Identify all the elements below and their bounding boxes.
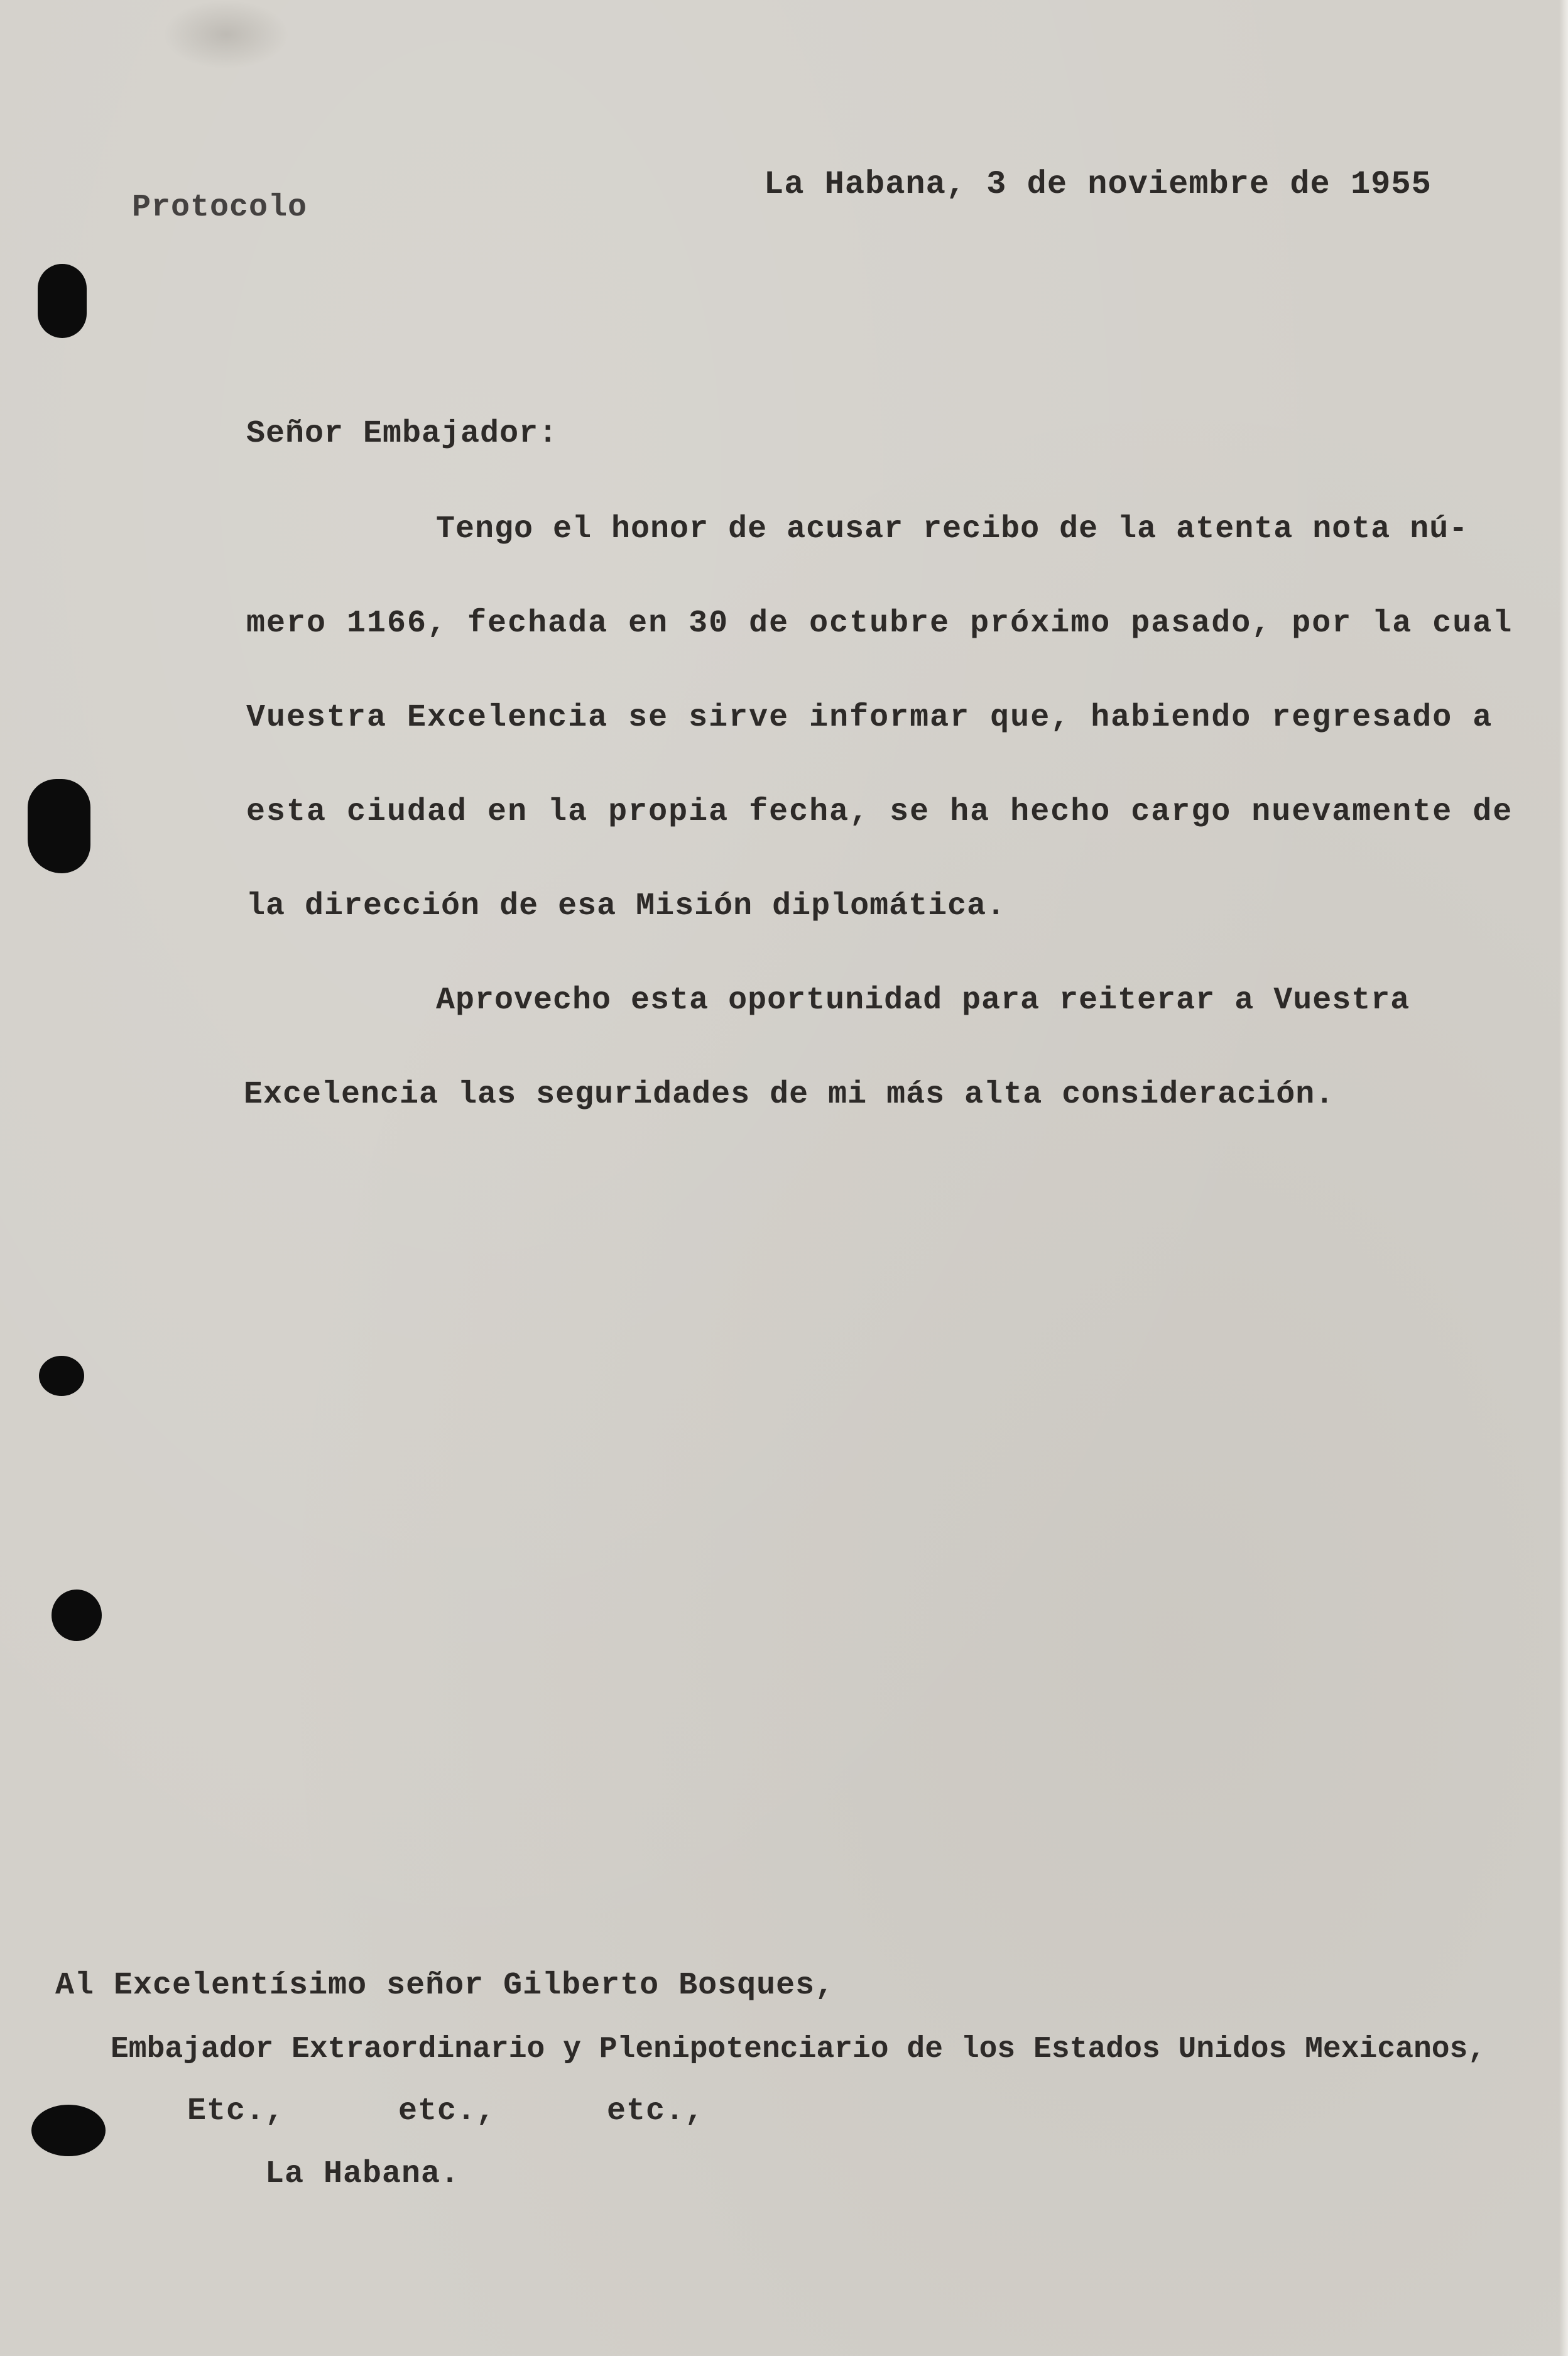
salutation: Señor Embajador: — [246, 416, 558, 452]
addressee-etc: etc., — [607, 2093, 705, 2129]
addressee-name: Al Excelentísimo señor Gilberto Bosques, — [55, 1968, 835, 2004]
place-date: La Habana, 3 de noviembre de 1955 — [764, 166, 1432, 203]
punch-hole-3 — [39, 1356, 84, 1396]
addressee-title: Embajador Extraordinario y Plenipotenciario de los Estados Unidos Mexicanos, — [111, 2032, 1486, 2066]
body-line: Aprovecho esta oportunidad para reiterar a Vuestra — [436, 983, 1410, 1018]
body-line: esta ciudad en la propia fecha, se ha hecho cargo nuevamente de — [246, 794, 1513, 830]
faded-stamp-mark — [163, 0, 289, 69]
punch-hole-1 — [38, 264, 87, 338]
department-label: Protocolo — [132, 190, 308, 226]
addressee-etc: etc., — [398, 2093, 496, 2129]
punch-hole-2 — [28, 779, 90, 873]
page-edge — [1559, 0, 1568, 2356]
body-line: mero 1166, fechada en 30 de octubre próximo pasado, por la cual — [246, 606, 1513, 641]
body-line: Excelencia las seguridades de mi más alta consideración. — [244, 1077, 1335, 1113]
body-line: Vuestra Excelencia se sirve informar que, habiendo regresado a — [246, 700, 1493, 736]
punch-hole-5 — [31, 2105, 106, 2156]
body-line: la dirección de esa Misión diplomática. — [246, 888, 1006, 924]
addressee-etc: Etc., — [187, 2093, 285, 2129]
addressee-city: La Habana. — [265, 2156, 460, 2192]
punch-hole-4 — [52, 1590, 102, 1641]
body-line: Tengo el honor de acusar recibo de la atenta nota nú- — [436, 511, 1469, 547]
